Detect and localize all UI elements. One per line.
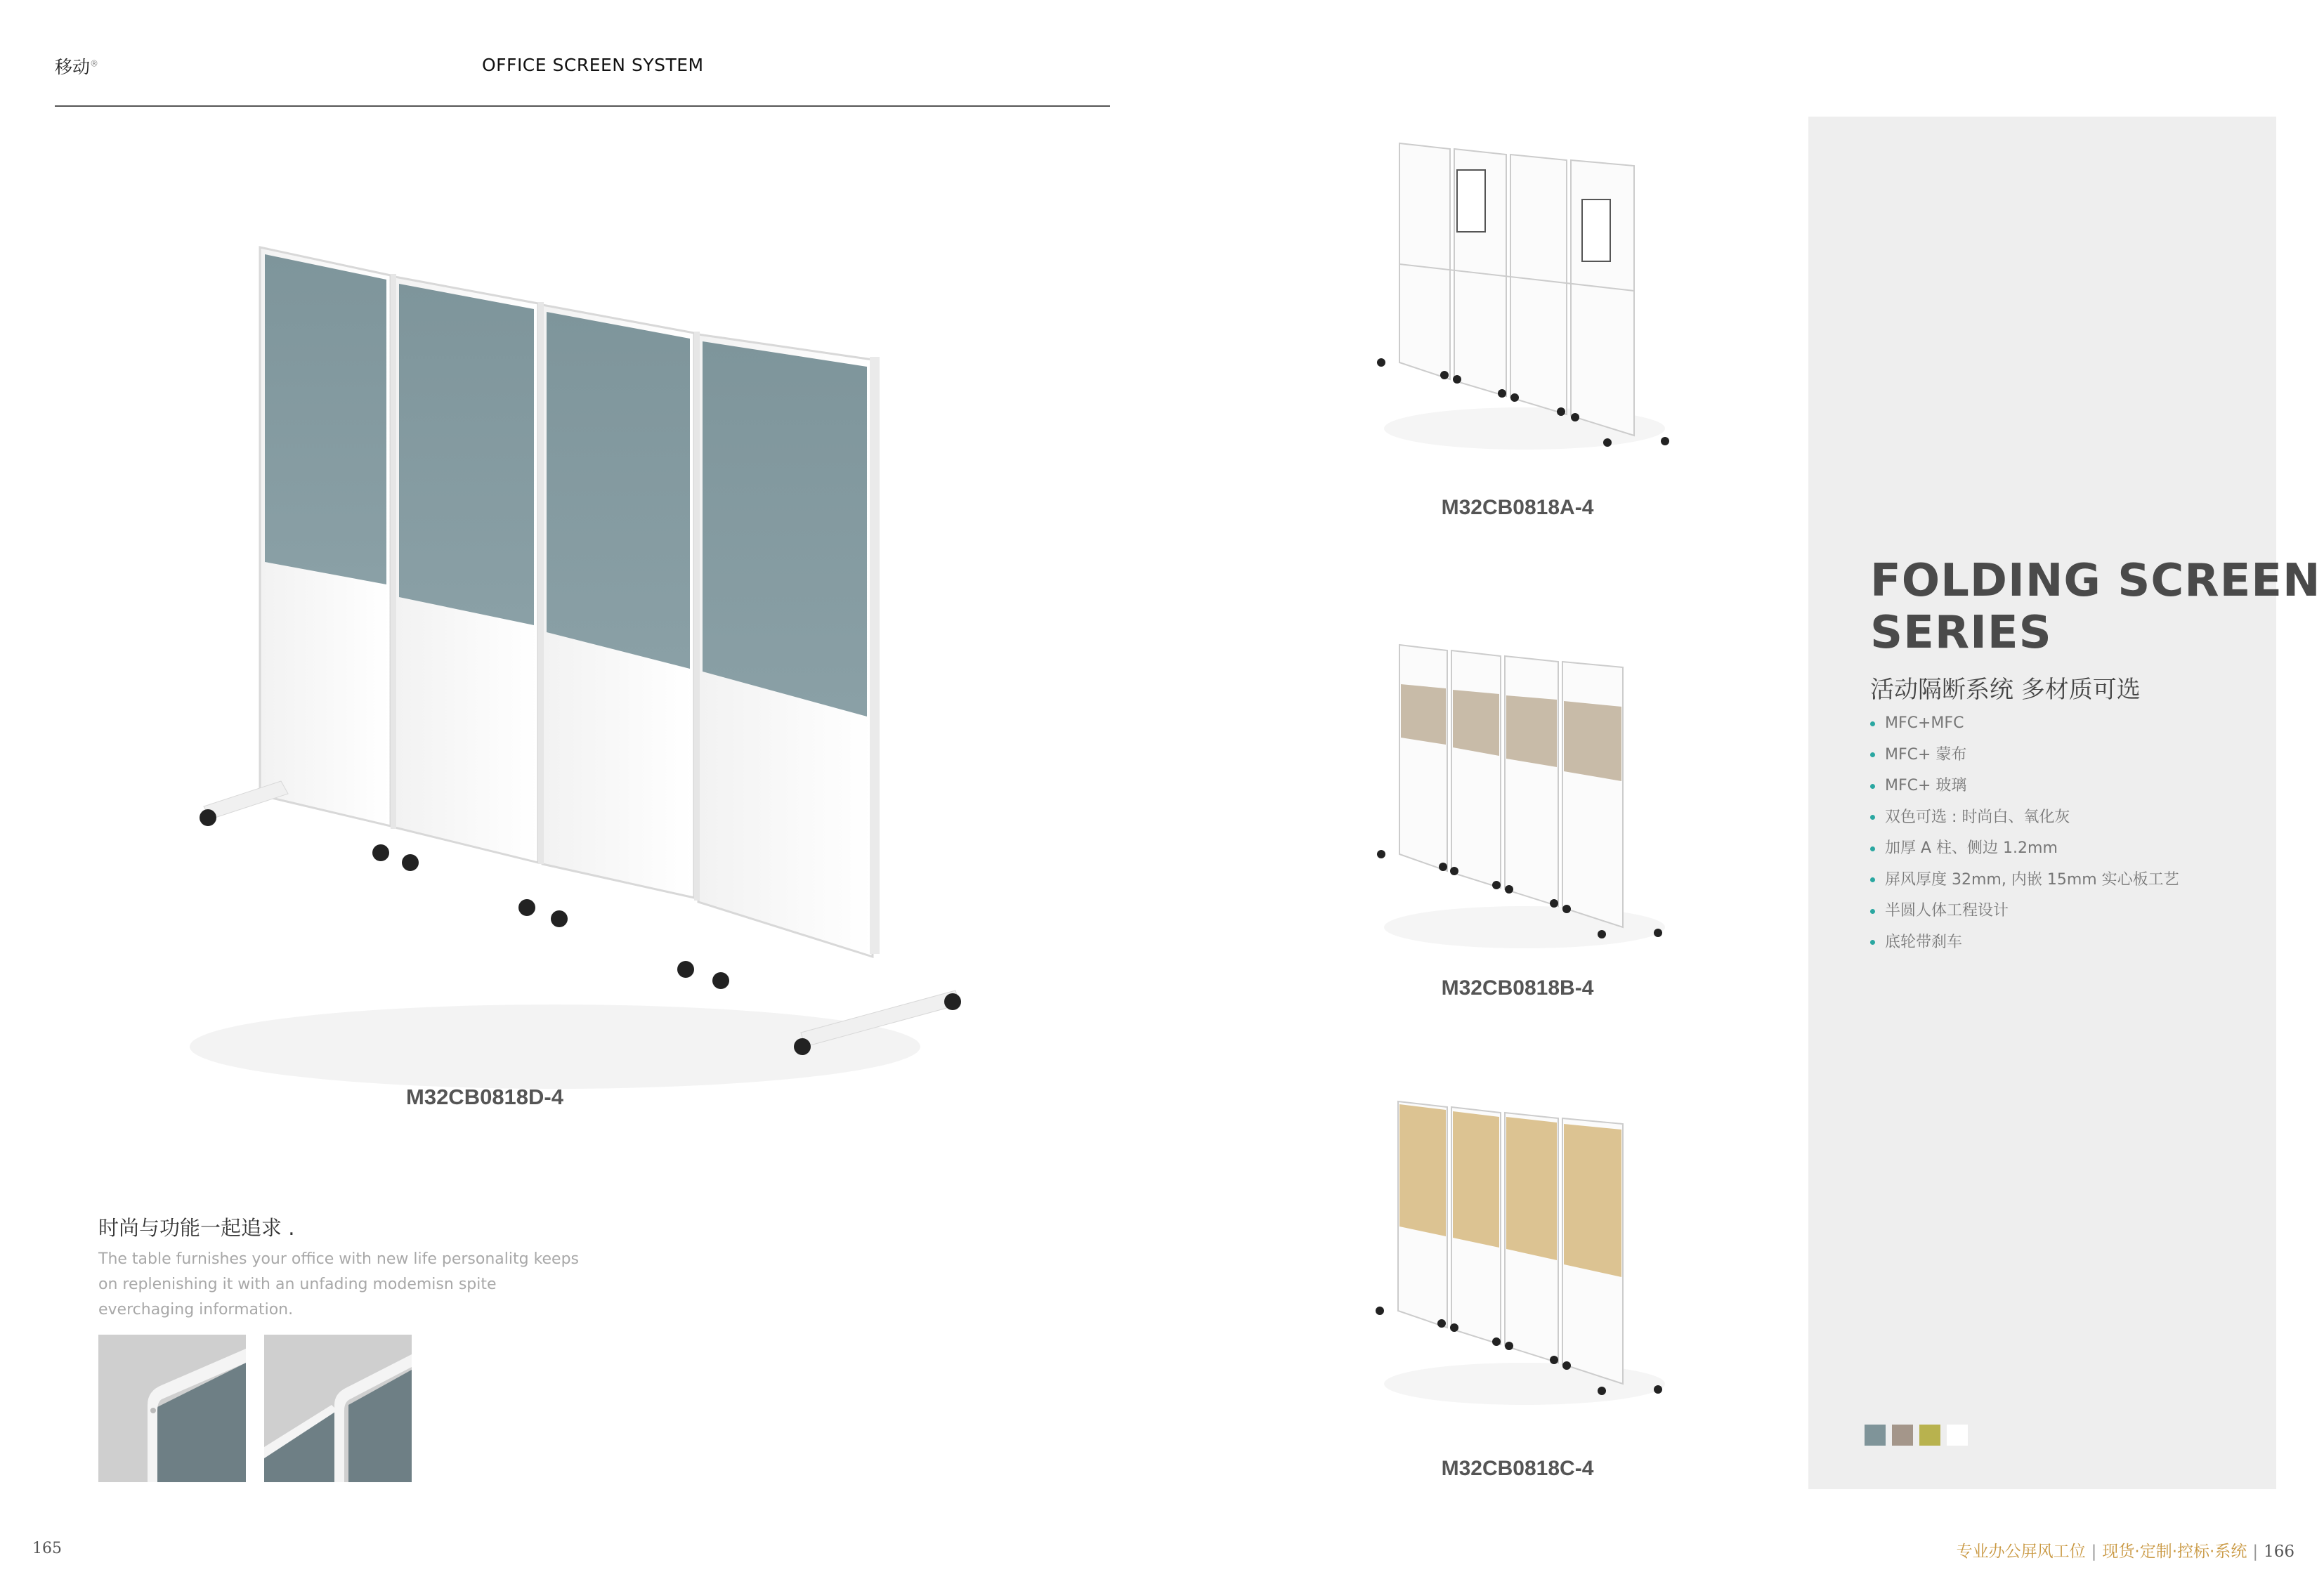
main-product-image: [162, 239, 991, 1096]
footer-company-text: 专业办公屏风工位: [1956, 1543, 2086, 1561]
bullet-dot: [1870, 877, 1875, 882]
bullet-dot: [1870, 940, 1875, 945]
variant-a-model: M32CB0818A-4: [1441, 496, 1594, 519]
feature-item: 加厚 A 柱、侧边 1.2mm: [1870, 833, 2179, 865]
footer-tagline: 专业办公屏风工位 | 现货·定制·控标·系统 | 166: [1956, 1543, 2294, 1561]
main-product-model: M32CB0818D-4: [406, 1085, 563, 1109]
feature-item: 双色可选 : 时尚白、氧化灰: [1870, 802, 2179, 834]
detail-image-corner: [98, 1335, 246, 1482]
feature-item: 底轮带刹车: [1870, 927, 2179, 959]
page-number-right: 166: [2264, 1543, 2294, 1561]
feature-item: MFC+ 蒙布: [1870, 740, 2179, 771]
feature-item: MFC+ 玻璃: [1870, 771, 2179, 802]
header-divider: [55, 105, 1110, 107]
page-number-left: 165: [32, 1540, 62, 1557]
series-title-line-1: FOLDING SCREEN: [1870, 555, 2321, 607]
brand-logo: 移动®: [55, 57, 99, 77]
feature-list: [1870, 708, 2179, 958]
bullet-dot: [1870, 784, 1875, 789]
series-title: [1870, 555, 2321, 659]
series-subtitle: 活动隔断系统 多材质可选: [1870, 676, 2141, 704]
variant-a-image: [1370, 140, 1679, 464]
bullet-dot: [1870, 909, 1875, 914]
feature-item: 屏风厚度 32mm, 内嵌 15mm 实心板工艺: [1870, 865, 2179, 896]
variant-b-image: [1370, 639, 1679, 962]
bullet-dot: [1870, 846, 1875, 851]
bullet-dot: [1870, 721, 1875, 726]
variant-c-model: M32CB0818C-4: [1441, 1457, 1594, 1480]
feature-item: MFC+MFC: [1870, 708, 2179, 740]
slogan-heading: 时尚与功能一起追求 .: [98, 1216, 295, 1240]
variant-c-image: [1370, 1096, 1679, 1419]
series-title-line-2: SERIES: [1870, 607, 2052, 659]
bullet-dot: [1870, 815, 1875, 820]
footer-tags: 现货·定制·控标·系统: [2102, 1543, 2247, 1561]
color-swatch-taupe: [1892, 1425, 1913, 1446]
color-swatch-gray-blue: [1865, 1425, 1886, 1446]
color-swatch-olive: [1919, 1425, 1940, 1446]
color-swatch-white: [1947, 1425, 1968, 1446]
slogan-description: The table furnishes your office with new life personalitg keeps on replenishing it with an unfading modemisn spite everchaging information.: [98, 1250, 580, 1318]
bullet-dot: [1870, 752, 1875, 757]
variant-b-model: M32CB0818B-4: [1441, 976, 1594, 1000]
header-title: OFFICE SCREEN SYSTEM: [482, 55, 704, 75]
detail-image-joint: [264, 1335, 412, 1482]
feature-item: 半圆人体工程设计: [1870, 896, 2179, 927]
